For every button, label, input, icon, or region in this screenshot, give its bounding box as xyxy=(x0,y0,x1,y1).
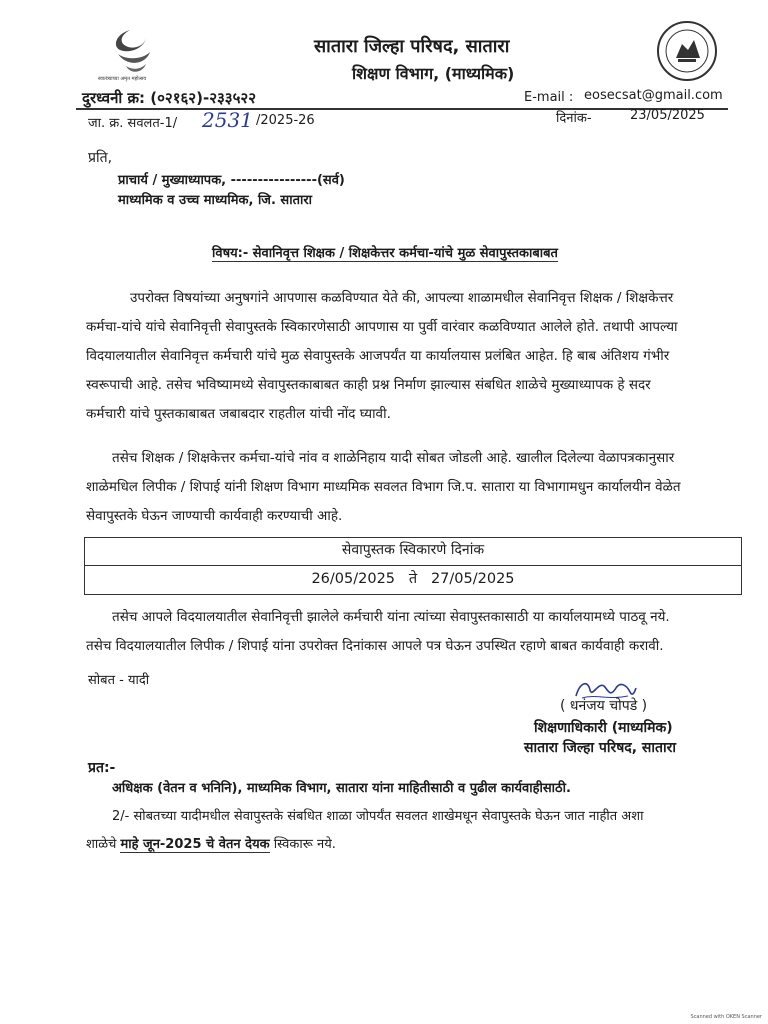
scanner-watermark: Scanned with OKEN Scanner xyxy=(690,1014,762,1020)
para1-line: विदयालयातील सेवानिवृत्त कर्मचारी यांचे मुळ सेवापुस्तके आजपर्यंत या कार्यालयास प्रलंबित आहेत. हि बाब अंतिशय गंभीर xyxy=(86,348,670,364)
para2-line: सेवापुस्तके घेऊन जाण्याची कार्यवाही करण्याची आहे. xyxy=(86,508,343,524)
phone-number: दुरध्वनी क्र: (०२१६२)-२३३५२२ xyxy=(82,89,256,107)
zp-logo-icon xyxy=(100,24,170,84)
office-title: सातारा जिल्हा परिषद, सातारा xyxy=(314,36,510,57)
para1-line: उपरोक्त विषयांच्या अनुषगांने आपणास कळविण्यात येते की, आपल्या शाळामधील सेवानिवृत्त शिक्षक / शिक्षकेत्तर xyxy=(130,290,674,306)
copy-line3 xyxy=(86,834,336,852)
schedule-date-to-word: ते xyxy=(408,571,418,587)
email-address: eosecsat@gmail.com xyxy=(584,88,723,103)
schedule-table-header: सेवापुस्तक स्विकारणे दिनांक xyxy=(85,538,741,566)
signatory-designation: शिक्षणाधिकारी (माध्यमिक) xyxy=(534,720,673,736)
signatory-name: ( धनंजय चोपडे ) xyxy=(560,698,648,714)
subject-line: विषय:- सेवानिवृत्त शिक्षक / शिक्षकेत्तर कर्मचा-यांचे मुळ सेवापुस्तकाबाबत xyxy=(212,243,558,262)
reference-prefix: जा. क्र. सवलत-1/ xyxy=(88,116,178,131)
copy-line2: 2/- सोबतच्या यादीमधील सेवापुस्तके संबधित शाळा जोपर्यंत सवलत शाखेमधून सेवापुस्तके घेऊन जात नाहीत अशा xyxy=(112,809,644,824)
schedule-date-to: 27/05/2025 xyxy=(430,571,515,587)
letter-date: 23/05/2025 xyxy=(630,108,705,123)
reference-number: 2531 xyxy=(202,108,253,132)
para1-line: कर्मचा-यांचे यांचे सेवानिवृत्ती सेवापुस्तके स्विकारणेसाठी आपणास या पुर्वी वारंवार कळविण्यात आलेले होते. तथापी आपल्या xyxy=(86,319,678,335)
government-seal-icon xyxy=(656,20,718,82)
para1-line: स्वरूपाची आहे. तसेच भविष्यामध्ये सेवापुस्तकाबाबत काही प्रश्न निर्माण झाल्यास संबधित शाळेचे मुख्याध्यापक हे सदर xyxy=(86,377,651,393)
schedule-date-from: 26/05/2025 xyxy=(311,571,396,587)
enclosure-note: सोबत - यादी xyxy=(88,673,150,688)
para2-line: तसेच शिक्षक / शिक्षकेत्तर कर्मचा-यांचे नांव व शाळेनिहाय यादी सोबत जोडली आहे. खालील दिलेल्या वेळापत्रकानुसार xyxy=(112,450,675,466)
office-department: शिक्षण विभाग, (माध्यमिक) xyxy=(352,64,515,83)
copy-line1: अधिक्षक (वेतन व भनिनि), माध्यमिक विभाग, सातारा यांना माहितीसाठी व पुढील कार्यवाहीसाठी. xyxy=(112,781,571,796)
para1-line: कर्मचारी यांचे पुस्तकाबाबत जबाबदार राहतील यांची नोंद घ्यावी. xyxy=(86,406,391,422)
recipient-prati: प्रति, xyxy=(88,150,113,166)
salary-bill-note: माहे जून-2025 चे वेतन देयक xyxy=(120,837,270,852)
recipient-line2: माध्यमिक व उच्च माध्यमिक, जि. सातारा xyxy=(118,193,313,208)
schedule-table-row xyxy=(85,565,741,594)
reference-suffix: /2025-26 xyxy=(256,113,315,128)
recipient-line1: प्राचार्य / मुख्याध्यापक, ----------------(सर्व) xyxy=(118,173,345,188)
para2-line: शाळेमधिल लिपीक / शिपाई यांनी शिक्षण विभाग माध्यमिक सवलत विभाग जि.प. सातारा या विभागामधुन कार्यालयीन वेळेत xyxy=(86,479,681,495)
email-label: E-mail : xyxy=(524,90,574,105)
para3-line: तसेच आपले विदयालयातील सेवानिवृत्ती झालेले कर्मचारी यांना त्यांच्या सेवापुस्तकासाठी या कार्यालयामध्ये पाठवू नये. xyxy=(112,609,670,625)
signatory-office: सातारा जिल्हा परिषद, सातारा xyxy=(524,740,676,756)
schedule-table xyxy=(84,537,742,595)
copy-line3-pre: शाळेचे xyxy=(86,837,121,852)
para3-line: तसेच विदयालयातील लिपीक / शिपाई यांना उपरोक्त दिनांकास आपले पत्र घेऊन उपस्थित रहाणे बाबत कार्यवाही करावी. xyxy=(86,638,664,654)
copy-line3-post: स्विकारू नये. xyxy=(269,837,336,852)
logo-caption: स्वातंत्र्याच्या अमृत महोत्सव xyxy=(98,76,147,82)
copy-label: प्रत:- xyxy=(88,760,116,776)
date-label: दिनांक- xyxy=(556,111,592,126)
